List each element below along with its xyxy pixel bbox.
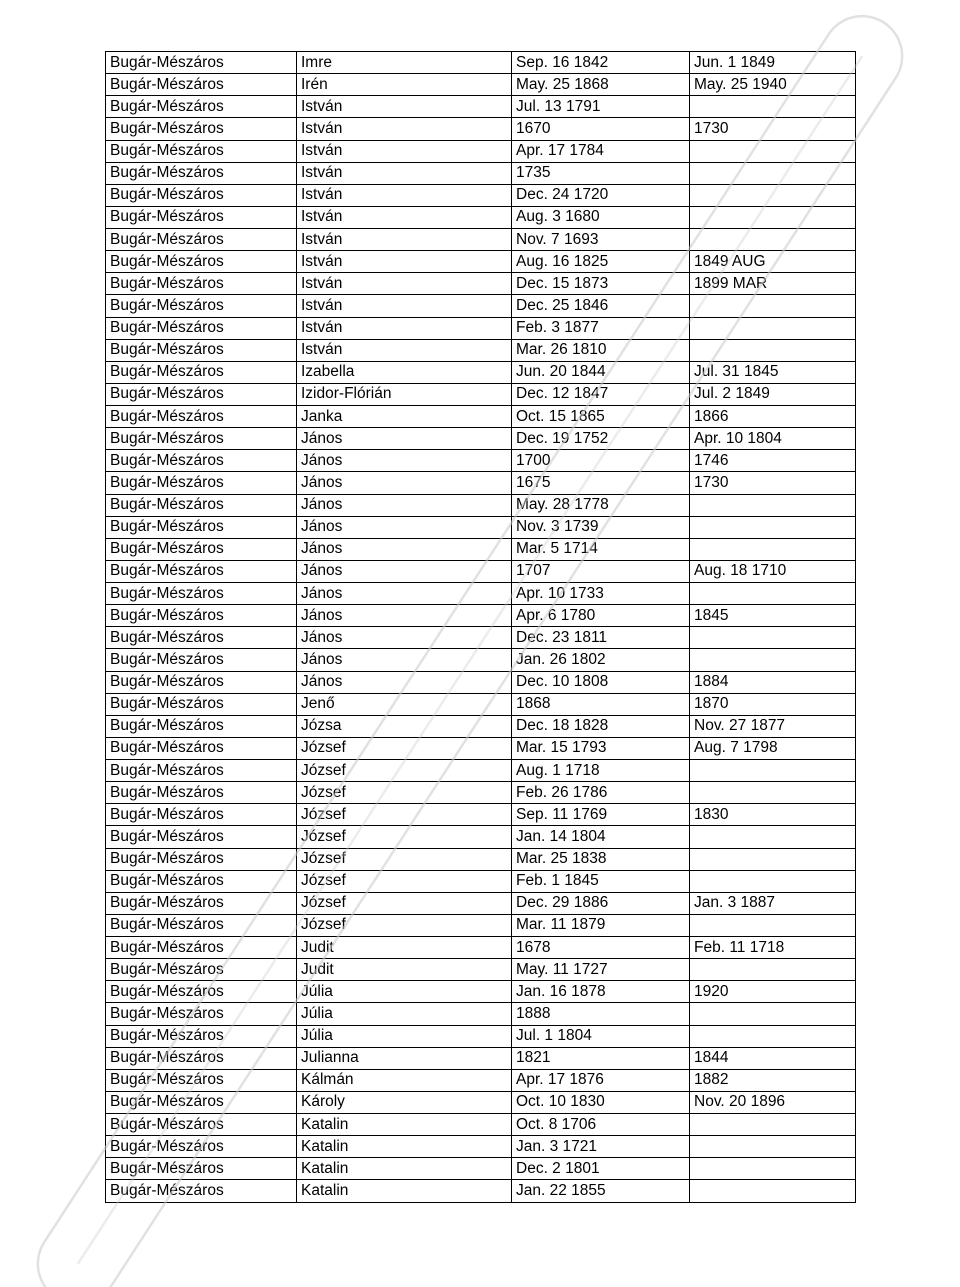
table-row xyxy=(106,450,856,472)
cell-birth: Dec. 12 1847 xyxy=(512,383,690,405)
cell-birth: May. 11 1727 xyxy=(512,959,690,981)
cell-surname: Bugár-Mészáros xyxy=(106,737,297,759)
cell-death xyxy=(690,1180,856,1202)
cell-death: 1882 xyxy=(690,1069,856,1091)
table-row xyxy=(106,605,856,627)
cell-given: József xyxy=(297,782,512,804)
cell-birth: Mar. 15 1793 xyxy=(512,737,690,759)
cell-death xyxy=(690,494,856,516)
cell-birth: Jan. 3 1721 xyxy=(512,1136,690,1158)
cell-death xyxy=(690,848,856,870)
cell-surname: Bugár-Mészáros xyxy=(106,251,297,273)
cell-death: Aug. 7 1798 xyxy=(690,737,856,759)
cell-death xyxy=(690,184,856,206)
table-row xyxy=(106,848,856,870)
cell-birth: Oct. 10 1830 xyxy=(512,1091,690,1113)
table-row xyxy=(106,1158,856,1180)
table-row xyxy=(106,1069,856,1091)
cell-birth: Dec. 23 1811 xyxy=(512,627,690,649)
cell-surname: Bugár-Mészáros xyxy=(106,870,297,892)
cell-surname: Bugár-Mészáros xyxy=(106,295,297,317)
cell-surname: Bugár-Mészáros xyxy=(106,450,297,472)
cell-surname: Bugár-Mészáros xyxy=(106,1114,297,1136)
records-table xyxy=(105,51,856,1203)
cell-birth: Mar. 26 1810 xyxy=(512,339,690,361)
cell-birth: Mar. 5 1714 xyxy=(512,538,690,560)
cell-given: Julianna xyxy=(297,1047,512,1069)
cell-death xyxy=(690,162,856,184)
cell-death xyxy=(690,782,856,804)
table-row xyxy=(106,317,856,339)
cell-birth: Jan. 14 1804 xyxy=(512,826,690,848)
cell-surname: Bugár-Mészáros xyxy=(106,760,297,782)
table-row xyxy=(106,229,856,251)
cell-birth: 1700 xyxy=(512,450,690,472)
cell-birth: Dec. 29 1886 xyxy=(512,892,690,914)
cell-death: 1844 xyxy=(690,1047,856,1069)
table-row xyxy=(106,892,856,914)
cell-death: 1899 MAR xyxy=(690,273,856,295)
cell-death xyxy=(690,317,856,339)
cell-surname: Bugár-Mészáros xyxy=(106,715,297,737)
cell-death xyxy=(690,339,856,361)
cell-given: István xyxy=(297,96,512,118)
cell-death: 1849 AUG xyxy=(690,251,856,273)
cell-death: Apr. 10 1804 xyxy=(690,428,856,450)
cell-surname: Bugár-Mészáros xyxy=(106,605,297,627)
cell-surname: Bugár-Mészáros xyxy=(106,914,297,936)
cell-death xyxy=(690,516,856,538)
cell-given: János xyxy=(297,538,512,560)
table-row xyxy=(106,251,856,273)
cell-death: 1746 xyxy=(690,450,856,472)
cell-birth: Aug. 3 1680 xyxy=(512,206,690,228)
cell-given: Júlia xyxy=(297,981,512,1003)
cell-birth: Oct. 8 1706 xyxy=(512,1114,690,1136)
cell-death xyxy=(690,96,856,118)
table-row xyxy=(106,206,856,228)
table-row xyxy=(106,1180,856,1202)
cell-given: István xyxy=(297,206,512,228)
cell-birth: Jan. 22 1855 xyxy=(512,1180,690,1202)
cell-surname: Bugár-Mészáros xyxy=(106,516,297,538)
cell-death: 1845 xyxy=(690,605,856,627)
table-row xyxy=(106,118,856,140)
table-row xyxy=(106,1114,856,1136)
cell-surname: Bugár-Mészáros xyxy=(106,627,297,649)
cell-death xyxy=(690,914,856,936)
table-row xyxy=(106,361,856,383)
cell-given: István xyxy=(297,140,512,162)
cell-given: István xyxy=(297,295,512,317)
cell-birth: Dec. 24 1720 xyxy=(512,184,690,206)
cell-given: János xyxy=(297,671,512,693)
cell-death: Nov. 20 1896 xyxy=(690,1091,856,1113)
cell-surname: Bugár-Mészáros xyxy=(106,229,297,251)
cell-birth: Oct. 15 1865 xyxy=(512,406,690,428)
cell-surname: Bugár-Mészáros xyxy=(106,671,297,693)
table-row xyxy=(106,273,856,295)
cell-death xyxy=(690,870,856,892)
cell-death: May. 25 1940 xyxy=(690,74,856,96)
cell-given: János xyxy=(297,627,512,649)
cell-death xyxy=(690,583,856,605)
cell-death: Feb. 11 1718 xyxy=(690,937,856,959)
cell-surname: Bugár-Mészáros xyxy=(106,361,297,383)
table-row xyxy=(106,1091,856,1113)
cell-surname: Bugár-Mészáros xyxy=(106,804,297,826)
table-row xyxy=(106,627,856,649)
cell-given: Károly xyxy=(297,1091,512,1113)
cell-birth: Jul. 1 1804 xyxy=(512,1025,690,1047)
cell-given: Júlia xyxy=(297,1025,512,1047)
table-row xyxy=(106,560,856,582)
cell-surname: Bugár-Mészáros xyxy=(106,383,297,405)
cell-surname: Bugár-Mészáros xyxy=(106,273,297,295)
cell-given: Katalin xyxy=(297,1114,512,1136)
cell-death: Jan. 3 1887 xyxy=(690,892,856,914)
cell-birth: May. 28 1778 xyxy=(512,494,690,516)
table-row xyxy=(106,1136,856,1158)
table-row xyxy=(106,693,856,715)
cell-given: Izabella xyxy=(297,361,512,383)
cell-death xyxy=(690,649,856,671)
table-row xyxy=(106,494,856,516)
cell-birth: Nov. 3 1739 xyxy=(512,516,690,538)
cell-birth: Apr. 6 1780 xyxy=(512,605,690,627)
cell-surname: Bugár-Mészáros xyxy=(106,937,297,959)
cell-birth: Dec. 25 1846 xyxy=(512,295,690,317)
cell-death: Jun. 1 1849 xyxy=(690,52,856,74)
cell-surname: Bugár-Mészáros xyxy=(106,538,297,560)
cell-given: Józsa xyxy=(297,715,512,737)
cell-birth: Aug. 1 1718 xyxy=(512,760,690,782)
cell-death xyxy=(690,1136,856,1158)
table-row xyxy=(106,649,856,671)
table-row xyxy=(106,74,856,96)
cell-birth: Jan. 16 1878 xyxy=(512,981,690,1003)
cell-surname: Bugár-Mészáros xyxy=(106,583,297,605)
cell-given: János xyxy=(297,560,512,582)
cell-given: Judit xyxy=(297,937,512,959)
table-row xyxy=(106,959,856,981)
cell-given: József xyxy=(297,892,512,914)
cell-surname: Bugár-Mészáros xyxy=(106,74,297,96)
records-table-body xyxy=(106,52,856,1203)
cell-death: 1920 xyxy=(690,981,856,1003)
cell-death xyxy=(690,826,856,848)
cell-birth: 1707 xyxy=(512,560,690,582)
table-row xyxy=(106,1025,856,1047)
cell-surname: Bugár-Mészáros xyxy=(106,1136,297,1158)
table-row xyxy=(106,162,856,184)
cell-death xyxy=(690,295,856,317)
cell-given: József xyxy=(297,826,512,848)
cell-surname: Bugár-Mészáros xyxy=(106,162,297,184)
table-row xyxy=(106,737,856,759)
cell-given: István xyxy=(297,273,512,295)
cell-birth: 1675 xyxy=(512,472,690,494)
cell-surname: Bugár-Mészáros xyxy=(106,317,297,339)
cell-given: Kálmán xyxy=(297,1069,512,1091)
cell-given: István xyxy=(297,251,512,273)
table-row xyxy=(106,583,856,605)
cell-given: József xyxy=(297,848,512,870)
cell-given: József xyxy=(297,804,512,826)
cell-birth: Dec. 18 1828 xyxy=(512,715,690,737)
cell-birth: Jan. 26 1802 xyxy=(512,649,690,671)
table-row xyxy=(106,339,856,361)
cell-birth: Sep. 11 1769 xyxy=(512,804,690,826)
table-row xyxy=(106,96,856,118)
cell-given: Izidor-Flórián xyxy=(297,383,512,405)
cell-given: János xyxy=(297,472,512,494)
cell-surname: Bugár-Mészáros xyxy=(106,184,297,206)
cell-given: János xyxy=(297,450,512,472)
table-row xyxy=(106,671,856,693)
cell-death xyxy=(690,229,856,251)
cell-given: János xyxy=(297,494,512,516)
cell-surname: Bugár-Mészáros xyxy=(106,1069,297,1091)
cell-surname: Bugár-Mészáros xyxy=(106,649,297,671)
cell-birth: Jun. 20 1844 xyxy=(512,361,690,383)
cell-birth: 1868 xyxy=(512,693,690,715)
cell-given: János xyxy=(297,583,512,605)
cell-birth: Aug. 16 1825 xyxy=(512,251,690,273)
cell-death: 1884 xyxy=(690,671,856,693)
cell-given: János xyxy=(297,428,512,450)
cell-given: János xyxy=(297,605,512,627)
cell-death xyxy=(690,1158,856,1180)
cell-surname: Bugár-Mészáros xyxy=(106,428,297,450)
cell-death: 1730 xyxy=(690,118,856,140)
cell-given: János xyxy=(297,516,512,538)
cell-given: József xyxy=(297,870,512,892)
cell-surname: Bugár-Mészáros xyxy=(106,981,297,1003)
cell-death xyxy=(690,1114,856,1136)
cell-birth: Dec. 10 1808 xyxy=(512,671,690,693)
cell-death: Aug. 18 1710 xyxy=(690,560,856,582)
cell-birth: Apr. 17 1876 xyxy=(512,1069,690,1091)
cell-death xyxy=(690,627,856,649)
cell-birth: Jul. 13 1791 xyxy=(512,96,690,118)
cell-surname: Bugár-Mészáros xyxy=(106,206,297,228)
cell-birth: Dec. 2 1801 xyxy=(512,1158,690,1180)
table-row xyxy=(106,782,856,804)
table-row xyxy=(106,516,856,538)
cell-death: Jul. 31 1845 xyxy=(690,361,856,383)
cell-death xyxy=(690,1003,856,1025)
cell-surname: Bugár-Mészáros xyxy=(106,494,297,516)
cell-death xyxy=(690,959,856,981)
cell-death xyxy=(690,760,856,782)
cell-death: 1870 xyxy=(690,693,856,715)
cell-surname: Bugár-Mészáros xyxy=(106,693,297,715)
cell-birth: Mar. 11 1879 xyxy=(512,914,690,936)
cell-surname: Bugár-Mészáros xyxy=(106,848,297,870)
table-row xyxy=(106,472,856,494)
cell-birth: 1670 xyxy=(512,118,690,140)
cell-death xyxy=(690,206,856,228)
cell-surname: Bugár-Mészáros xyxy=(106,406,297,428)
cell-surname: Bugár-Mészáros xyxy=(106,140,297,162)
table-row xyxy=(106,1003,856,1025)
cell-surname: Bugár-Mészáros xyxy=(106,96,297,118)
cell-surname: Bugár-Mészáros xyxy=(106,52,297,74)
table-row xyxy=(106,715,856,737)
table-row xyxy=(106,52,856,74)
cell-given: Júlia xyxy=(297,1003,512,1025)
table-row xyxy=(106,937,856,959)
cell-birth: May. 25 1868 xyxy=(512,74,690,96)
cell-given: István xyxy=(297,184,512,206)
cell-surname: Bugár-Mészáros xyxy=(106,1158,297,1180)
cell-birth: 1888 xyxy=(512,1003,690,1025)
cell-given: Katalin xyxy=(297,1136,512,1158)
cell-surname: Bugár-Mészáros xyxy=(106,472,297,494)
cell-death xyxy=(690,1025,856,1047)
cell-birth: Feb. 3 1877 xyxy=(512,317,690,339)
cell-given: János xyxy=(297,649,512,671)
cell-surname: Bugár-Mészáros xyxy=(106,1180,297,1202)
cell-given: József xyxy=(297,914,512,936)
cell-surname: Bugár-Mészáros xyxy=(106,1047,297,1069)
table-row xyxy=(106,826,856,848)
table-row xyxy=(106,538,856,560)
table-row xyxy=(106,870,856,892)
table-row xyxy=(106,406,856,428)
table-row xyxy=(106,428,856,450)
cell-death: Nov. 27 1877 xyxy=(690,715,856,737)
cell-surname: Bugár-Mészáros xyxy=(106,959,297,981)
table-row xyxy=(106,914,856,936)
cell-surname: Bugár-Mészáros xyxy=(106,782,297,804)
cell-surname: Bugár-Mészáros xyxy=(106,560,297,582)
cell-birth: 1678 xyxy=(512,937,690,959)
cell-given: Irén xyxy=(297,74,512,96)
cell-surname: Bugár-Mészáros xyxy=(106,1091,297,1113)
cell-given: Katalin xyxy=(297,1180,512,1202)
cell-given: István xyxy=(297,118,512,140)
cell-death xyxy=(690,538,856,560)
table-row xyxy=(106,804,856,826)
cell-birth: Dec. 19 1752 xyxy=(512,428,690,450)
cell-birth: 1821 xyxy=(512,1047,690,1069)
cell-surname: Bugár-Mészáros xyxy=(106,892,297,914)
cell-birth: Apr. 17 1784 xyxy=(512,140,690,162)
cell-birth: Dec. 15 1873 xyxy=(512,273,690,295)
cell-surname: Bugár-Mészáros xyxy=(106,1025,297,1047)
cell-death: 1830 xyxy=(690,804,856,826)
cell-birth: Sep. 16 1842 xyxy=(512,52,690,74)
cell-given: István xyxy=(297,339,512,361)
table-row xyxy=(106,295,856,317)
table-row xyxy=(106,981,856,1003)
table-row xyxy=(106,140,856,162)
cell-given: Imre xyxy=(297,52,512,74)
cell-given: István xyxy=(297,162,512,184)
table-row xyxy=(106,1047,856,1069)
table-row xyxy=(106,184,856,206)
cell-surname: Bugár-Mészáros xyxy=(106,826,297,848)
cell-birth: Mar. 25 1838 xyxy=(512,848,690,870)
cell-death: 1730 xyxy=(690,472,856,494)
cell-birth: Feb. 26 1786 xyxy=(512,782,690,804)
cell-birth: 1735 xyxy=(512,162,690,184)
table-row xyxy=(106,383,856,405)
cell-death xyxy=(690,140,856,162)
cell-surname: Bugár-Mészáros xyxy=(106,339,297,361)
cell-given: József xyxy=(297,760,512,782)
cell-given: István xyxy=(297,229,512,251)
cell-birth: Feb. 1 1845 xyxy=(512,870,690,892)
cell-death: 1866 xyxy=(690,406,856,428)
cell-surname: Bugár-Mészáros xyxy=(106,118,297,140)
cell-death: Jul. 2 1849 xyxy=(690,383,856,405)
cell-given: József xyxy=(297,737,512,759)
cell-given: István xyxy=(297,317,512,339)
cell-surname: Bugár-Mészáros xyxy=(106,1003,297,1025)
cell-given: Jenő xyxy=(297,693,512,715)
cell-given: Katalin xyxy=(297,1158,512,1180)
cell-given: Judit xyxy=(297,959,512,981)
table-row xyxy=(106,760,856,782)
cell-given: Janka xyxy=(297,406,512,428)
cell-birth: Apr. 10 1733 xyxy=(512,583,690,605)
cell-birth: Nov. 7 1693 xyxy=(512,229,690,251)
